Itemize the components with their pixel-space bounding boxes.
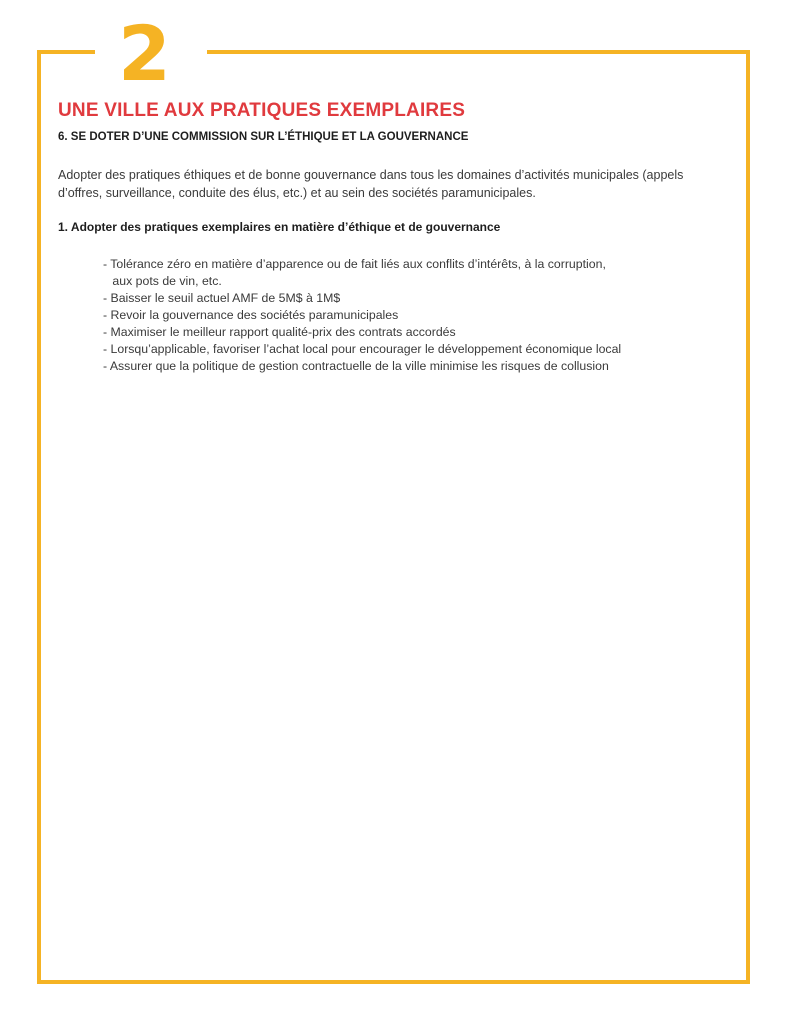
list-item: - Lorsqu’applicable, favoriser l’achat local pour encourager le développement économique local <box>103 342 622 356</box>
list-item: - Baisser le seuil actuel AMF de 5M$ à 1M$ <box>103 291 341 305</box>
intro-paragraph: Adopter des pratiques éthiques et de bonne gouvernance dans tous les domaines d’activités municipales (appels d’offres, surveillance, conduite des élus, etc.) et au sein des sociétés paramunicipales. <box>58 168 684 200</box>
page-content <box>58 99 728 375</box>
measures-list <box>103 256 728 375</box>
subsection-title: 6. SE DOTER D’UNE COMMISSION SUR L’ÉTHIQUE ET LA GOUVERNANCE <box>58 131 469 143</box>
list-item: - Maximiser le meilleur rapport qualité-prix des contrats accordés <box>103 325 456 339</box>
point-title: 1. Adopter des pratiques exemplaires en matière d’éthique et de gouvernance <box>58 220 501 234</box>
list-item-continuation: aux pots de vin, etc. <box>109 274 222 288</box>
list-item <box>103 273 728 290</box>
list-item: - Tolérance zéro en matière d’apparence ou de fait liés aux conflits d’intérêts, à la corruption, <box>103 257 606 271</box>
section-title: UNE VILLE AUX PRATIQUES EXEMPLAIRES <box>58 100 466 121</box>
list-item: - Assurer que la politique de gestion contractuelle de la ville minimise les risques de collusion <box>103 359 609 373</box>
list-item: - Revoir la gouvernance des sociétés paramunicipales <box>103 308 399 322</box>
section-number: 2 <box>118 9 169 98</box>
